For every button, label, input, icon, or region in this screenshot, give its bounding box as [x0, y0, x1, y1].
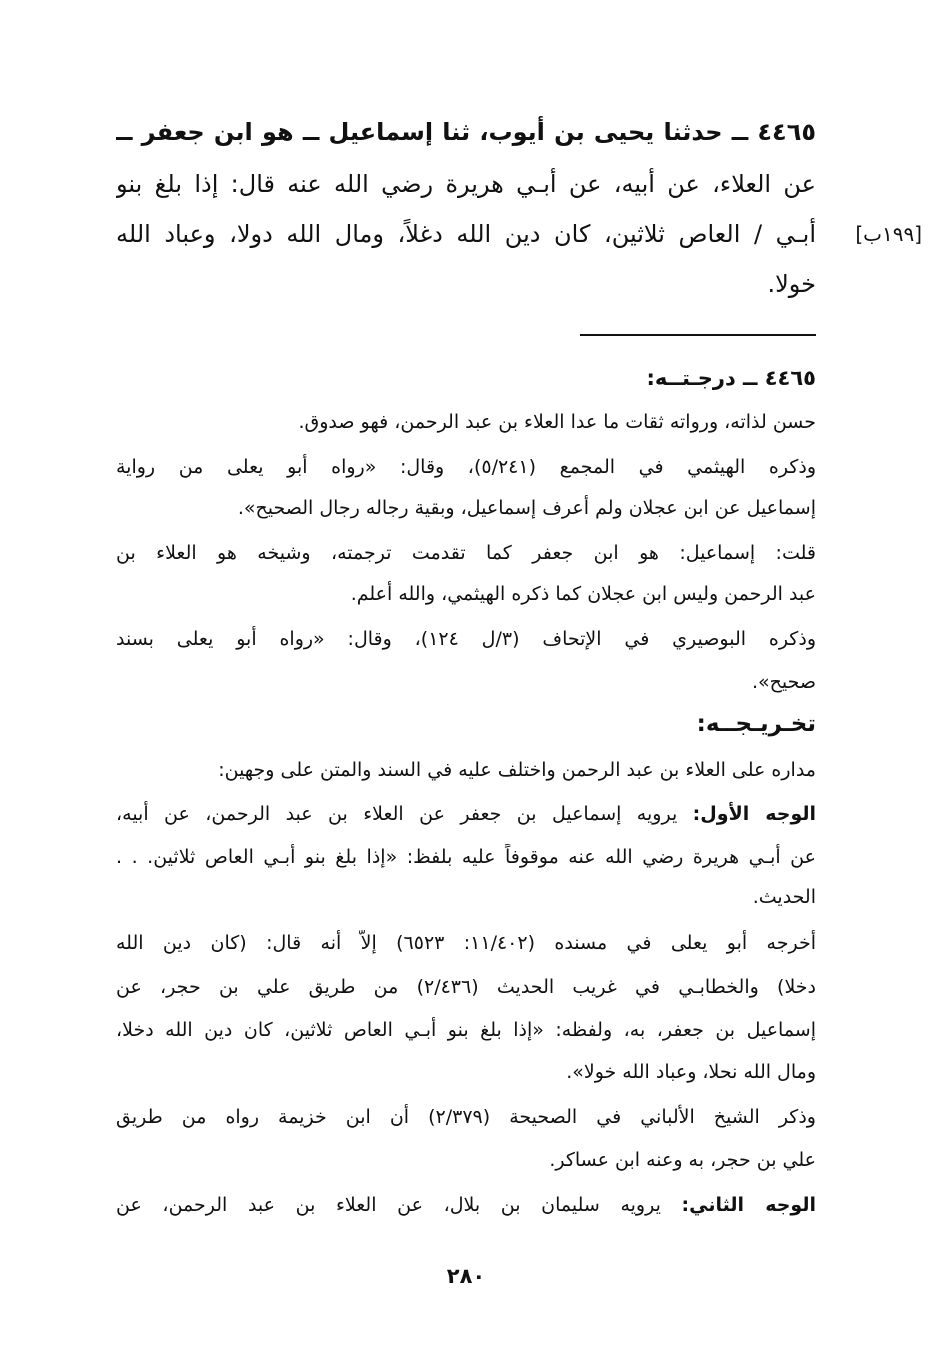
abu-yala-line-2: دخلا) والخطابـي في غريب الحديث (٢/٤٣٦) من طريق علي بن حجر، عن: [116, 976, 816, 998]
wajh2-first-text: يرويه سليمان بن بلال، عن العلاء بن عبد الرحمن، عن: [116, 1194, 661, 1216]
wajh1-line-1: [116, 801, 816, 829]
grade-line-7: صحيح».: [751, 671, 816, 693]
wajh2-label: الوجه الثاني:: [681, 1194, 816, 1216]
albani-line-2: علي بن حجر، به وعنه ابن عساكر.: [549, 1149, 816, 1171]
margin-folio-reference: [١٩٩ب]: [855, 222, 922, 246]
hadith-line-3: أبـي / العاص ثلاثين، كان دين الله دغلاً، ومال الله دولا، وعباد الله: [116, 220, 816, 248]
abu-yala-line-3: إسماعيل بن جعفر، به، ولفظه: «إذا بلغ بنو أبـي العاص ثلاثين، كان دين الله دخلا،: [116, 1019, 816, 1041]
takhrij-heading: تخـريـجــه:: [696, 711, 816, 737]
wajh1-line-2: عن أبـي هريرة رضي الله عنه موقوفاً عليه بلفظ: «إذا بلغ بنو أبـي العاص ثلاثين. . .: [116, 846, 816, 868]
hadith-line-1-text: ٤٤٦٥ ــ حدثنا يحيى بن أيوب، ثنا إسماعيل ــ هو ابن جعفر ــ: [116, 118, 816, 146]
grade-line-4: قلت: إسماعيل: هو ابن جعفر كما تقدمت ترجمته، وشيخه هو العلاء بن: [116, 542, 816, 564]
albani-line-1: وذكر الشيخ الألباني في الصحيحة (٢/٣٧٩) أن ابن خزيمة رواه من طريق: [116, 1106, 816, 1128]
abu-yala-line-1: أخرجه أبو يعلى في مسنده (١١/٤٠٢: ٦٥٢٣) إلاَّ أنه قال: (كان دين الله: [116, 932, 816, 954]
hadith-line-2: عن العلاء، عن أبيه، عن أبـي هريرة رضي الله عنه قال: إذا بلغ بنو: [116, 170, 816, 198]
abu-yala-line-4: ومال الله نحلا، وعباد الله خولا».: [566, 1061, 816, 1083]
wajh1-line-3: الحديث.: [752, 886, 816, 908]
footnote-separator: [580, 334, 816, 336]
grade-line-5: عبد الرحمن وليس ابن عجلان كما ذكره الهيثمي، والله أعلم.: [350, 583, 816, 605]
grade-line-6: وذكره البوصيري في الإتحاف (٣/ل ١٢٤)، وقال: «رواه أبو يعلى بسند: [116, 628, 816, 650]
hadith-line-4: خولا.: [767, 270, 816, 298]
grade-line-1: حسن لذاته، ورواته ثقات ما عدا العلاء بن عبد الرحمن، فهو صدوق.: [298, 411, 816, 433]
wajh1-label: الوجه الأول:: [692, 803, 816, 825]
grade-line-3: إسماعيل عن ابن عجلان ولم أعرف إسماعيل، وبقية رجاله رجال الصحيح».: [237, 497, 816, 519]
grade-heading: ٤٤٦٥ ــ درجـتــه:: [646, 366, 816, 390]
grade-line-2: وذكره الهيثمي في المجمع (٥/٢٤١)، وقال: «رواه أبو يعلى من رواية: [116, 456, 816, 478]
page-number: ٢٨٠: [446, 1264, 486, 1288]
takhrij-intro: مداره على العلاء بن عبد الرحمن واختلف عليه في السند والمتن على وجهين:: [218, 759, 816, 781]
wajh2-line-1: [116, 1192, 816, 1220]
wajh1-first-text: يرويه إسماعيل بن جعفر عن العلاء بن عبد الرحمن، عن أبيه،: [116, 803, 678, 825]
hadith-line-1: [116, 116, 816, 150]
